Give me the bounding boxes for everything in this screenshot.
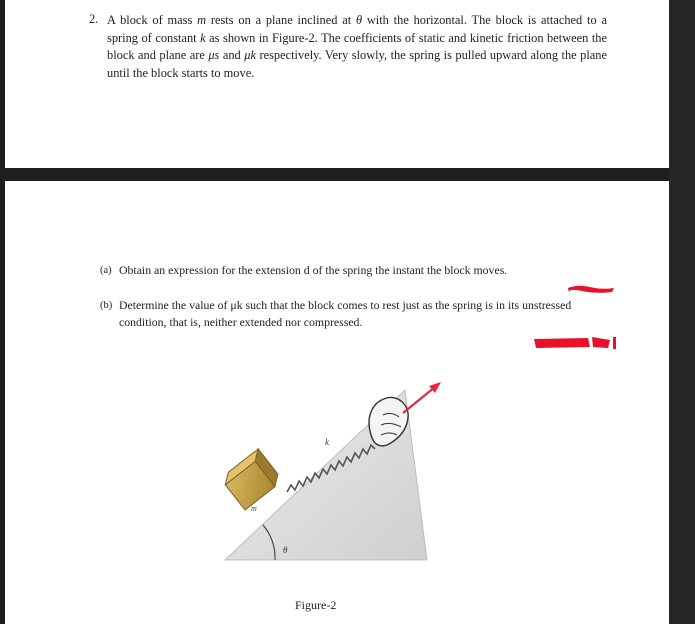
part-a-text: Obtain an expression for the extension d of the spring the instant the block moves. — [119, 263, 508, 277]
block — [220, 449, 282, 510]
part-a — [100, 262, 600, 279]
part-b-label: (b) — [100, 300, 113, 311]
part-b — [100, 297, 600, 331]
red-scribble-mark — [566, 282, 616, 296]
mass-label: m — [251, 504, 257, 513]
figure-caption: Figure-2 — [295, 598, 337, 612]
angle-label: θ — [283, 545, 288, 555]
scrollbar-track[interactable] — [669, 0, 695, 624]
pull-arrow — [403, 387, 435, 413]
incline-figure — [215, 375, 455, 575]
part-a-label: (a) — [100, 265, 112, 276]
problem-number: 2. — [89, 12, 99, 26]
problem-statement: A block of mass m rests on a plane inclined at θ with the horizontal. The block is attached to a spring of constant k as shown in Figure-2. The coefficients of static and kinetic friction between the block and plane are μs and μk respectively. Very slowly, the spring is pulled upward along the plane until the block starts to move. — [107, 13, 607, 80]
problem-panel — [5, 0, 669, 168]
spring-constant-label: k — [325, 437, 329, 447]
part-b-text: Determine the value of μk such that the block comes to rest just as the spring is in its unstressed condition, that is, neither extended nor compressed. — [119, 298, 572, 329]
red-scribble-mark — [530, 336, 620, 350]
